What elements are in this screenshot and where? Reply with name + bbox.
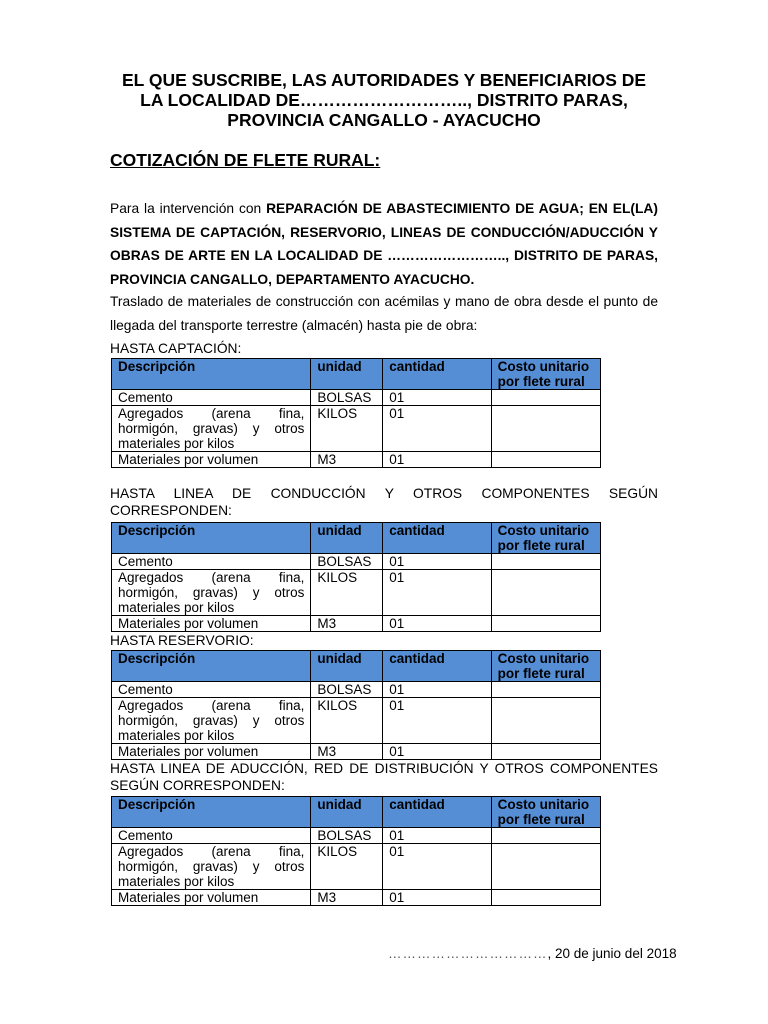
cell-costo[interactable] — [491, 682, 600, 698]
cell-unidad: BOLSAS — [311, 554, 383, 570]
table-row — [112, 452, 601, 468]
cell-unidad: BOLSAS — [311, 828, 383, 844]
cell-unidad: M3 — [311, 744, 383, 760]
table-header-row — [112, 359, 601, 390]
cell-cantidad: 01 — [383, 406, 491, 452]
intro-lead: Para la intervención con — [110, 201, 267, 216]
cell-costo[interactable] — [491, 890, 600, 906]
table-row — [112, 390, 601, 406]
cell-descripcion: Agregados (arena fina, hormigón, gravas) y otros materiales por kilos — [112, 698, 311, 744]
title-line-3: PROVINCIA CANGALLO - AYACUCHO — [227, 110, 541, 130]
cell-unidad: KILOS — [311, 844, 383, 890]
header-costo: Costo unitario por flete rural — [491, 651, 600, 682]
document-title — [110, 70, 658, 130]
table-row — [112, 844, 601, 890]
table-row — [112, 828, 601, 844]
table-header-row — [112, 523, 601, 554]
table-row — [112, 744, 601, 760]
table-row — [112, 554, 601, 570]
cell-cantidad: 01 — [383, 890, 491, 906]
table-header-row — [112, 797, 601, 828]
cell-descripcion: Cemento — [112, 554, 311, 570]
section-label-aduccion: HASTA LINEA DE ADUCCIÓN, RED DE DISTRIBUCIÓN Y OTROS COMPONENTES SEGÚN CORRESPONDEN: — [110, 761, 658, 793]
header-unidad: unidad — [311, 523, 383, 554]
cell-costo[interactable] — [491, 744, 600, 760]
table-row — [112, 616, 601, 632]
cell-cantidad: 01 — [383, 452, 491, 468]
cell-cantidad: 01 — [383, 698, 491, 744]
table-row — [112, 890, 601, 906]
cell-descripcion: Cemento — [112, 828, 311, 844]
cell-cantidad: 01 — [383, 828, 491, 844]
title-line-1: EL QUE SUSCRIBE, LAS AUTORIDADES Y BENEFICIARIOS DE — [121, 70, 647, 90]
table-row — [112, 406, 601, 452]
cell-cantidad: 01 — [383, 390, 491, 406]
table-row — [112, 570, 601, 616]
cost-table-conduccion — [111, 522, 601, 632]
cell-costo[interactable] — [491, 452, 600, 468]
transport-paragraph: Traslado de materiales de construcción con acémilas y mano de obra desde el punto de llegada del transporte terrestre (almacén) hasta pie de obra: — [110, 294, 658, 333]
section-heading: COTIZACIÓN DE FLETE RURAL: — [110, 150, 381, 170]
header-cantidad: cantidad — [383, 523, 491, 554]
header-unidad: unidad — [311, 359, 383, 390]
cell-descripcion: Materiales por volumen — [112, 890, 311, 906]
cell-descripcion: Agregados (arena fina, hormigón, gravas) y otros materiales por kilos — [112, 844, 311, 890]
cost-table-reservorio — [111, 650, 601, 760]
cell-descripcion: Materiales por volumen — [112, 452, 311, 468]
cell-cantidad: 01 — [383, 570, 491, 616]
cell-costo[interactable] — [491, 406, 600, 452]
cell-unidad: BOLSAS — [311, 390, 383, 406]
cell-descripcion: Cemento — [112, 682, 311, 698]
header-cantidad: cantidad — [383, 359, 491, 390]
header-descripcion: Descripción — [112, 523, 311, 554]
section-label-captacion: HASTA CAPTACIÓN: — [110, 341, 242, 356]
intro-bold: REPARACIÓN DE ABASTECIMIENTO DE AGUA; EN EL(LA) SISTEMA DE CAPTACIÓN, RESERVORIO, LINEAS DE CONDUCCIÓN/ADUCCIÓN Y OBRAS DE ARTE EN LA LOCALIDAD DE …………………….., DISTRITO DE PARAS, PROVINCIA CANGALLO, DEPARTAMENTO AYACUCHO. — [110, 201, 658, 287]
cell-descripcion: Materiales por volumen — [112, 616, 311, 632]
cell-cantidad: 01 — [383, 616, 491, 632]
section-label-conduccion: HASTA LINEA DE CONDUCCIÓN Y OTROS COMPONENTES SEGÚN CORRESPONDEN: — [110, 486, 658, 518]
header-descripcion: Descripción — [112, 359, 311, 390]
table-header-row — [112, 651, 601, 682]
cell-costo[interactable] — [491, 570, 600, 616]
section-label-reservorio: HASTA RESERVORIO: — [110, 633, 254, 648]
header-unidad: unidad — [311, 797, 383, 828]
intro-paragraph — [110, 197, 658, 291]
date-line — [388, 946, 677, 961]
header-costo: Costo unitario por flete rural — [491, 359, 600, 390]
date-place-blank: …………………………… — [388, 946, 548, 961]
cell-costo[interactable] — [491, 616, 600, 632]
title-line-2: LA LOCALIDAD DE……………………….., DISTRITO PARAS, — [140, 90, 628, 110]
date-text: , 20 de junio del 2018 — [547, 946, 677, 961]
cell-unidad: M3 — [311, 452, 383, 468]
header-descripcion: Descripción — [112, 797, 311, 828]
cell-unidad: KILOS — [311, 406, 383, 452]
cell-unidad: BOLSAS — [311, 682, 383, 698]
table-row — [112, 698, 601, 744]
header-cantidad: cantidad — [383, 651, 491, 682]
cost-table-aduccion — [111, 796, 601, 906]
header-costo: Costo unitario por flete rural — [491, 523, 600, 554]
header-descripcion: Descripción — [112, 651, 311, 682]
cell-unidad: M3 — [311, 616, 383, 632]
cell-cantidad: 01 — [383, 844, 491, 890]
cell-descripcion: Agregados (arena fina, hormigón, gravas) y otros materiales por kilos — [112, 406, 311, 452]
cost-table-captacion — [111, 358, 601, 468]
cell-costo[interactable] — [491, 554, 600, 570]
table-row — [112, 682, 601, 698]
header-costo: Costo unitario por flete rural — [491, 797, 600, 828]
cell-costo[interactable] — [491, 828, 600, 844]
cell-descripcion: Materiales por volumen — [112, 744, 311, 760]
cell-cantidad: 01 — [383, 744, 491, 760]
cell-cantidad: 01 — [383, 554, 491, 570]
cell-unidad: KILOS — [311, 698, 383, 744]
cell-costo[interactable] — [491, 698, 600, 744]
header-cantidad: cantidad — [383, 797, 491, 828]
header-unidad: unidad — [311, 651, 383, 682]
cell-costo[interactable] — [491, 390, 600, 406]
cell-descripcion: Cemento — [112, 390, 311, 406]
cell-costo[interactable] — [491, 844, 600, 890]
cell-cantidad: 01 — [383, 682, 491, 698]
cell-descripcion: Agregados (arena fina, hormigón, gravas) y otros materiales por kilos — [112, 570, 311, 616]
cell-unidad: M3 — [311, 890, 383, 906]
cell-unidad: KILOS — [311, 570, 383, 616]
